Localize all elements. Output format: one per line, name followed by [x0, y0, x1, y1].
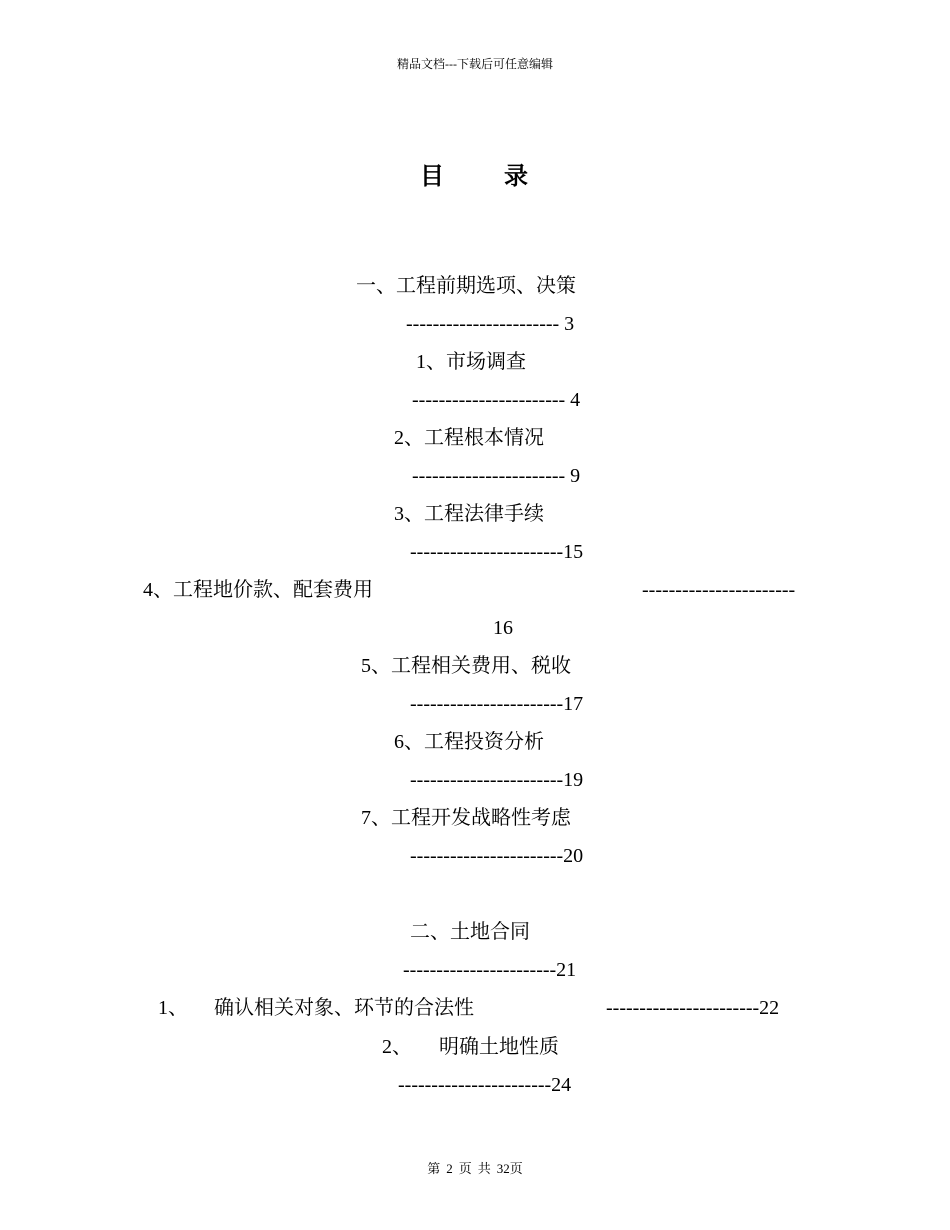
- toc-item-3-page: -----------------------15: [410, 541, 584, 563]
- toc-subitem-2-title: 明确土地性质: [439, 1036, 559, 1058]
- toc-section-2-page: -----------------------21: [403, 959, 577, 981]
- toc-section-1-title: 一、工程前期选项、决策: [356, 275, 576, 297]
- footer-total-pages: 32页: [496, 1161, 523, 1176]
- toc-item-4-dashes: -----------------------: [642, 579, 796, 601]
- toc-subitem-2-number: 2、: [382, 1036, 412, 1058]
- footer-current-page: 2: [446, 1161, 453, 1176]
- toc-section-1-page: ----------------------- 3: [406, 313, 575, 335]
- toc-item-1-page: ----------------------- 4: [412, 389, 581, 411]
- toc-item-7-title: 7、工程开发战略性考虑: [361, 807, 571, 829]
- toc-subitem-1-number: 1、: [158, 997, 188, 1019]
- toc-item-2-title: 2、工程根本情况: [394, 427, 544, 449]
- toc-item-4-title: 4、工程地价款、配套费用: [143, 579, 373, 601]
- page-footer: [0, 1158, 950, 1177]
- toc-item-2-page: ----------------------- 9: [412, 465, 581, 487]
- toc-item-6-page: -----------------------19: [410, 769, 584, 791]
- toc-item-7-page: -----------------------20: [410, 845, 584, 867]
- toc-item-3-title: 3、工程法律手续: [394, 503, 544, 525]
- footer-word-di: 第: [427, 1161, 441, 1176]
- footer-word-gong: 共: [477, 1161, 491, 1176]
- toc-subitem-1-title: 确认相关对象、环节的合法性: [214, 997, 474, 1019]
- toc-item-5-page: -----------------------17: [410, 693, 584, 715]
- page-header: 精品文档---下载后可任意编辑: [397, 57, 553, 71]
- toc-item-1-title: 1、市场调查: [416, 351, 526, 373]
- footer-word-ye: 页: [458, 1161, 472, 1176]
- toc-section-2-title: 二、土地合同: [410, 921, 530, 943]
- toc-item-6-title: 6、工程投资分析: [394, 731, 544, 753]
- toc-subitem-1-page: -----------------------22: [606, 997, 780, 1019]
- toc-item-4-page: 16: [493, 617, 513, 639]
- toc-item-5-title: 5、工程相关费用、税收: [361, 655, 571, 677]
- title-char-1: 目: [420, 164, 446, 190]
- toc-subitem-2-page: -----------------------24: [398, 1074, 572, 1096]
- page-title: [0, 156, 950, 191]
- title-char-2: 录: [504, 164, 530, 190]
